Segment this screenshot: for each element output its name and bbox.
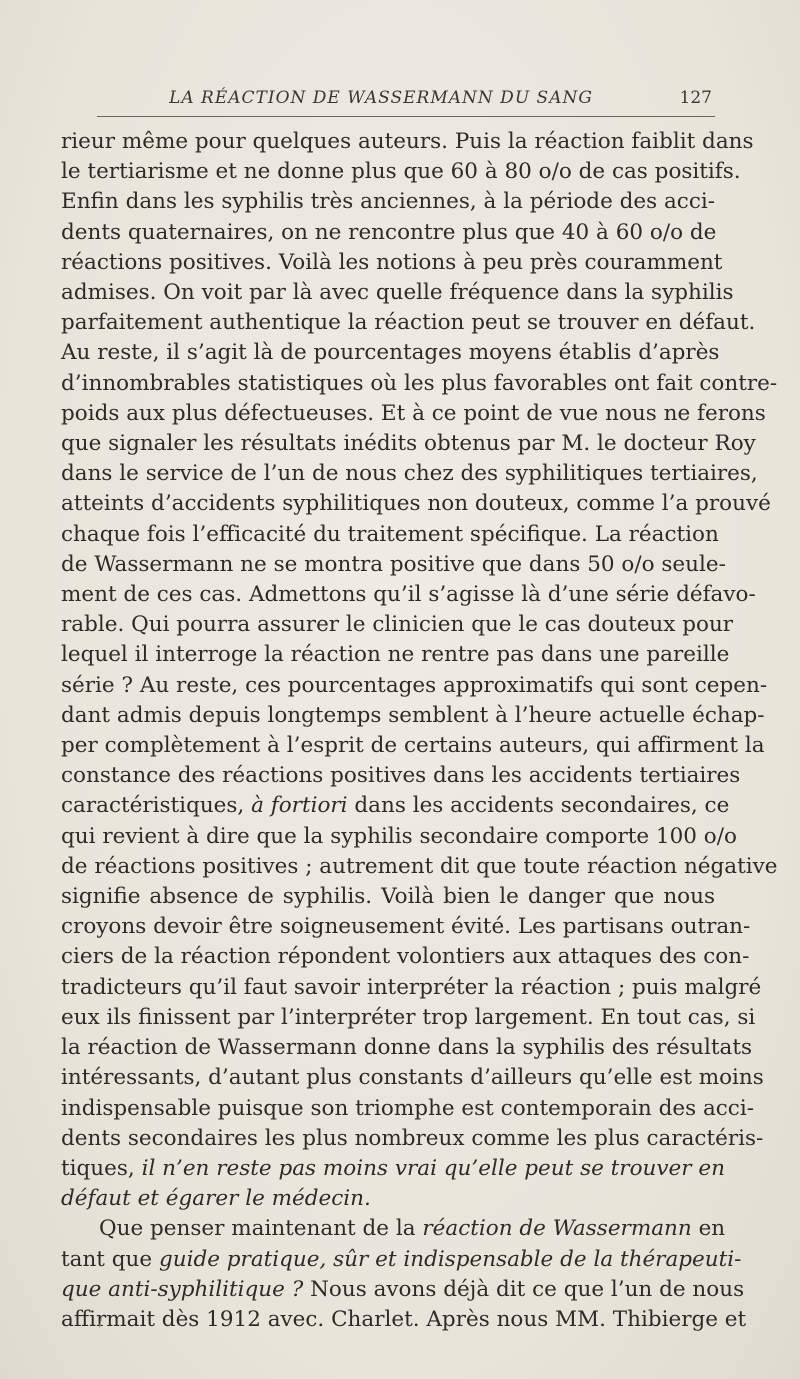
text-line: de réactions positives ; autrement dit que toute réaction négative [61, 853, 778, 879]
text-run: tant que [61, 1246, 153, 1272]
text-line: la réaction de Wassermann donne dans la syphilis des résultats [61, 1035, 753, 1061]
text-line: qui revient à dire que la syphilis secondaire comporte 100 o/o [61, 823, 737, 849]
italic-text: que anti-syphilitique ? [61, 1276, 304, 1302]
text-line: chaque fois l’efficacité du traitement spécifique. La réaction [61, 521, 719, 547]
text-line: signifie absence de syphilis. Voilà bien le danger que nous [61, 884, 715, 910]
text-line: indispensable puisque son triomphe est contemporain des acci- [61, 1095, 754, 1121]
text-line: réactions positives. Voilà les notions à peu près couramment [61, 249, 723, 275]
text-run: Que penser maintenant de la [99, 1216, 416, 1242]
text-line: per complètement à l’esprit de certains auteurs, qui affirment la [61, 733, 765, 759]
text-line: eux ils finissent par l’interpréter trop largement. En tout cas, si [61, 1004, 756, 1030]
italic-text: réaction de Wassermann [422, 1216, 692, 1242]
text-run: Nous avons déjà dit ce que l’un de nous [310, 1276, 745, 1302]
text-line: que signaler les résultats inédits obtenus par M. le docteur Roy [61, 431, 756, 457]
italic-text: guide pratique, sûr et indispensable de la thérapeuti- [158, 1246, 742, 1272]
text-line: d’innombrables statistiques où les plus favorables ont fait contre- [61, 370, 778, 396]
running-head [100, 82, 712, 112]
italic-text: défaut et égarer le médecin. [61, 1186, 371, 1212]
text-line: dents secondaires les plus nombreux comme les plus caractéris- [61, 1125, 764, 1151]
text-line: croyons devoir être soigneusement évité. Les partisans outran- [61, 914, 751, 940]
text-line: rieur même pour quelques auteurs. Puis la réaction faiblit dans [61, 129, 754, 154]
text-line: admises. On voit par là avec quelle fréquence dans la syphilis [61, 280, 734, 306]
text-line [61, 791, 730, 821]
text-run: dans les accidents secondaires, ce [354, 793, 730, 819]
text-line: ment de ces cas. Admettons qu’il s’agisse là d’une série défavo- [61, 582, 756, 608]
italic-text: à fortiori [251, 793, 348, 819]
text-line: dant admis depuis longtemps semblent à l’heure actuelle échap- [61, 702, 765, 728]
text-line [61, 1214, 726, 1244]
text-line: rable. Qui pourra assurer le clinicien que le cas douteux pour [61, 612, 734, 638]
header-rule [97, 116, 715, 117]
paragraph-2 [61, 1214, 747, 1335]
italic-text: il n’en reste pas moins vrai qu’elle peut se trouver en [141, 1155, 725, 1181]
text-line: Enfin dans les syphilis très anciennes, à la période des acci- [61, 189, 716, 215]
paragraph-1 [61, 127, 778, 1214]
text-line: le tertiarisme et ne donne plus que 60 à 80 o/o de cas positifs. [61, 159, 741, 185]
text-line: dents quaternaires, on ne rencontre plus que 40 à 60 o/o de [61, 219, 717, 245]
text-line: série ? Au reste, ces pourcentages approximatifs qui sont cepen- [61, 672, 768, 698]
text-run: caractéristiques, [61, 793, 245, 819]
text-run: en [698, 1216, 726, 1242]
text-line: de Wassermann ne se montra positive que dans 50 o/o seule- [61, 551, 726, 577]
text-line: affirmait dès 1912 avec. Charlet. Après nous MM. Thibierge et [61, 1306, 747, 1332]
text-line: poids aux plus défectueuses. Et à ce point de vue nous ne ferons [61, 400, 766, 426]
text-line: ciers de la réaction répondent volontiers aux attaques des con- [61, 944, 750, 970]
text-line [61, 1154, 725, 1184]
text-line: intéressants, d’autant plus constants d’ailleurs qu’elle est moins [61, 1065, 764, 1091]
text-line: Au reste, il s’agit là de pourcentages moyens établis d’après [61, 340, 720, 366]
text-line [61, 1245, 742, 1275]
page-number: 127 [679, 88, 712, 108]
text-line [61, 1275, 745, 1305]
text-line: tradicteurs qu’il faut savoir interpréter la réaction ; puis malgré [61, 974, 762, 1000]
text-line: atteints d’accidents syphilitiques non douteux, comme l’a prouvé [61, 491, 771, 517]
text-line: dans le service de l’un de nous chez des syphilitiques tertiaires, [61, 461, 758, 487]
text-line: constance des réactions positives dans les accidents tertiaires [61, 763, 741, 789]
text-line: lequel il interroge la réaction ne rentre pas dans une pareille [61, 642, 730, 668]
text-run: tiques, [61, 1155, 135, 1181]
text-line [61, 1184, 715, 1214]
text-line: parfaitement authentique la réaction peut se trouver en défaut. [61, 310, 756, 336]
running-title: LA RÉACTION DE WASSERMANN DU SANG [169, 88, 593, 108]
body-text [61, 127, 778, 1335]
